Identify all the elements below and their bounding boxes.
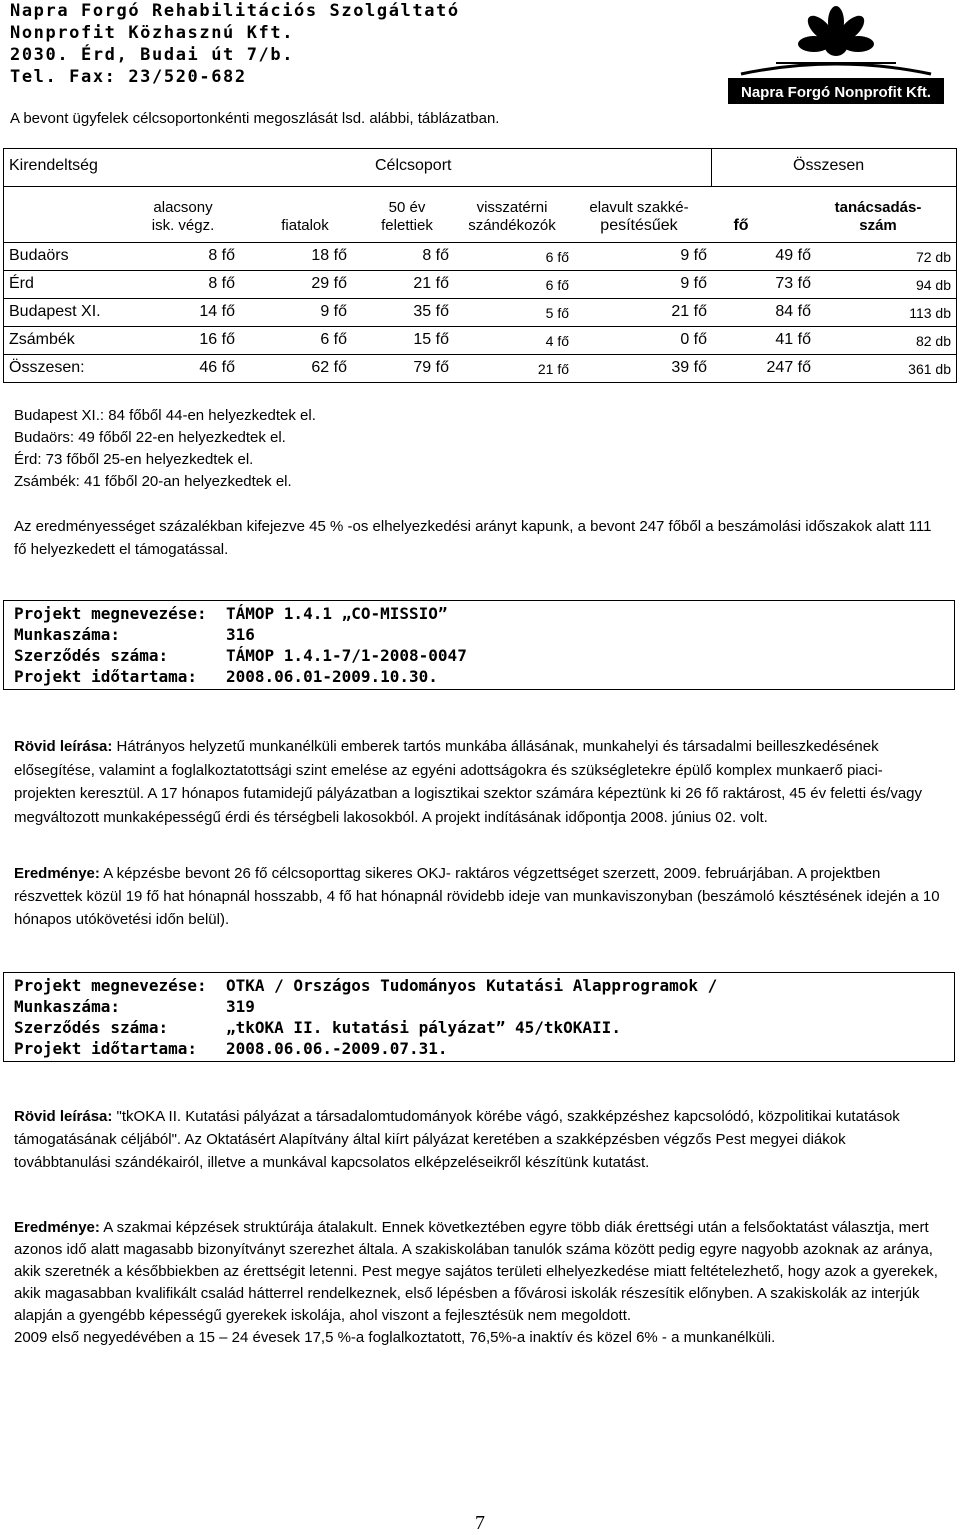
table-cell: 9 fő (320, 303, 347, 320)
table-cell: 6 fő (545, 249, 569, 265)
project1-summary: Rövid leírása: Hátrányos helyzetű munkanélküli emberek tartós munkába állásának, munkahelyi és társadalmi beilleszkedésének elősegítése, valamint a foglalkoztatottsági szint emelése az egyéni adottságokra és szükségletekre épülő komplex munkaerő piaci-projekten keresztül. A 17 hónapos futamidejű pályázatban a logisztikai szektor számára képeztünk ki 26 fő raktárost, 45 év feletti és/vagy megváltozott munkaképességű érdi és térségbeli lakosokból. A projekt indításának időpontja 2008. június 02. volt. (14, 738, 922, 826)
company-logo (728, 6, 944, 104)
table-cell: 35 fő (413, 303, 449, 320)
intro-text: A bevont ügyfelek célcsoportonkénti megoszlását lsd. alábbi, táblázatban. (10, 110, 500, 127)
table-cell: 21 fő (671, 303, 707, 320)
table-cell: 21 fő (413, 275, 449, 292)
placement-item: Érd: 73 főből 25-en helyezkedtek el. (14, 451, 254, 468)
table-cell: 62 fő (311, 359, 347, 376)
project2-result-tail: 2009 első negyedévében a 15 – 24 évesek 17,5 %-a foglalkoztatott, 76,5%-a inaktív és közel 6% - a munkanélküli. (14, 1329, 776, 1346)
project1-result: Eredménye: A képzésbe bevont 26 fő célcsoporttag sikeres OKJ- raktáros végzettséget szerzett, 2009. februárjában. A projektben részvettek közül 19 fő hat hónapnál hosszabb, 4 fő hat hónapnál rövidebb ideje van munkaviszonyban (beszámoló késztésének idején a 10 hónapos utókövetési időn belül). (14, 865, 940, 928)
table-cell: 39 fő (671, 359, 707, 376)
row-name: Zsámbék (9, 331, 75, 348)
company-type: Nonprofit Közhasznú Kft. (10, 23, 295, 43)
table-cell: 8 fő (422, 247, 449, 264)
row-name: Budapest XI. (9, 303, 101, 320)
placement-item: Zsámbék: 41 főből 20-an helyezkedtek el. (14, 473, 292, 490)
row-name: Érd (9, 275, 34, 292)
table-cell: 21 fő (537, 361, 569, 377)
table-cell: 361 db (908, 361, 951, 377)
table-cell: 6 fő (320, 331, 347, 348)
table-cell: 84 fő (775, 303, 811, 320)
table-cell: 5 fő (545, 305, 569, 321)
project2-summary: Rövid leírása: "tkOKA II. Kutatási pályázat a társadalomtudományok körébe vágó, szakképzéshez kapcsolódó, közpolitikai kutatások támogatásának céljából". Az Oktatásért Alapítvány által kiírt pályázat keretében a szakképzésben végzős Pest megyei diákok továbbtanulási szándékairól, illetve a munkával kapcsolatos elképzeléseikről készítünk kutatást. (14, 1108, 900, 1171)
table-cell: 73 fő (775, 275, 811, 292)
table-cell: 49 fő (775, 247, 811, 264)
table-cell: 46 fő (199, 359, 235, 376)
table-cell: 16 fő (199, 331, 235, 348)
table-cell: 41 fő (775, 331, 811, 348)
row-name: Összesen: (9, 359, 85, 376)
table-cell: 113 db (909, 305, 951, 321)
table-cell: 9 fő (680, 275, 707, 292)
col-outdated-skills: elavult szakké- pesítésűek (589, 199, 689, 234)
table-cell: 79 fő (413, 359, 449, 376)
placement-list (14, 405, 944, 493)
table-grid (3, 148, 957, 383)
col-low-education: alacsony isk. végz. (151, 199, 215, 234)
table-cell: 4 fő (545, 333, 569, 349)
table-cell: 0 fő (680, 331, 707, 348)
project1-contract: TÁMOP 1.4.1-7/1-2008-0047 (226, 646, 467, 665)
table-cell: 14 fő (199, 303, 235, 320)
project1-code: 316 (226, 625, 255, 644)
project1-box: Projekt megnevezése: TÁMOP 1.4.1 „CO-MISSIO” Munkaszáma: 316 Szerződés száma: TÁMOP 1.4.1-7/1-2008-0047 Projekt időtartama: 2008.06.01-2009.10.30. (3, 600, 955, 690)
table-cell: 72 db (915, 249, 951, 265)
col-over-50: 50 év felettiek (381, 199, 433, 234)
table-cell: 29 fő (311, 275, 347, 292)
col-youth: fiatalok (281, 217, 329, 234)
project2-code: 319 (226, 997, 255, 1016)
project2-duration: 2008.06.06.-2009.07.31. (226, 1039, 448, 1058)
table-cell: 8 fő (208, 247, 235, 264)
col-persons: fő (733, 217, 749, 234)
company-name: Napra Forgó Rehabilitációs Szolgáltató (10, 1, 460, 21)
company-phone: Tel. Fax: 23/520-682 (10, 67, 247, 87)
col-returning: visszatérni szándékozók (468, 199, 556, 234)
table-cell: 9 fő (680, 247, 707, 264)
row-name: Budaörs (9, 247, 69, 264)
project2-box: Projekt megnevezése: OTKA / Országos Tudományos Kutatási Alapprogramok / Munkaszáma: 319 Szerződés száma: „tkOKA II. kutatási pályázat” 45/tkOKAII. Projekt időtartama: 2008.06.06.-2009.07.31. (3, 972, 955, 1062)
table-cell: 8 fő (208, 275, 235, 292)
header-total: Összesen (793, 157, 865, 174)
table-cell: 94 db (915, 277, 951, 293)
company-header (10, 0, 460, 88)
placement-item: Budaörs: 49 főből 22-en helyezkedtek el. (14, 429, 286, 446)
client-distribution-table (3, 148, 957, 383)
effectiveness-text: Az eredményességet százalékban kifejezve 45 % -os elhelyezkedési arányt kapunk, a bevont 247 főből a beszámolási időszakok alatt 111 fő helyezkedett el támogatással. (14, 518, 932, 558)
project1-duration: 2008.06.01-2009.10.30. (226, 667, 438, 686)
project2-contract: „tkOKA II. kutatási pályázat” 45/tkOKAII. (226, 1018, 621, 1037)
project2-name: OTKA / Országos Tudományos Kutatási Alapprogramok / (226, 976, 718, 995)
header-branch: Kirendeltség (9, 157, 98, 174)
table-cell: 6 fő (545, 277, 569, 293)
table-cell: 82 db (915, 333, 951, 349)
project1-name: TÁMOP 1.4.1 „CO-MISSIO” (226, 604, 448, 623)
logo-text: Napra Forgó Nonprofit Kft. (741, 84, 931, 101)
placement-item: Budapest XI.: 84 főből 44-en helyezkedtek el. (14, 407, 316, 424)
page-number: 7 (475, 1512, 485, 1534)
header-target-group: Célcsoport (375, 157, 452, 174)
table-cell: 247 fő (766, 359, 811, 376)
table-cell: 18 fő (311, 247, 347, 264)
table-cell: 15 fő (413, 331, 449, 348)
company-address: 2030. Érd, Budai út 7/b. (10, 45, 295, 65)
col-counseling: tanácsadás- szám (834, 199, 922, 234)
project2-result: Eredménye: A szakmai képzések struktúrája átalakult. Ennek következtében egyre több diák érettségi után a felsőoktatást választja, mert azonos idő alatt magasabb bizonyítványt szerezhet általa. A szakiskolában tanulók száma között pedig egyre nagyobb azoknak az aránya, akik szeretnék a későbbiekben az érettségit letenni. Pest megye sajátos területi elhelyezkedése miatt feltételezhető, hogy azok a gyerekek, akik magasabban kvalifikált család hátterrel rendelkeznek, első lépésben a fővárosi iskolák részesítik előnyben. A szakiskolák az interjúk alapján a gyengébb képességű gyerekek iskolája, ahol viszont a fejlesztésük nem megoldott. 2009 első negyedévében a 15 – 24 évesek 17,5 %-a foglalkoztatott, 76,5%-a inaktív és közel 6% - a munkanélküli. (14, 1217, 944, 1349)
